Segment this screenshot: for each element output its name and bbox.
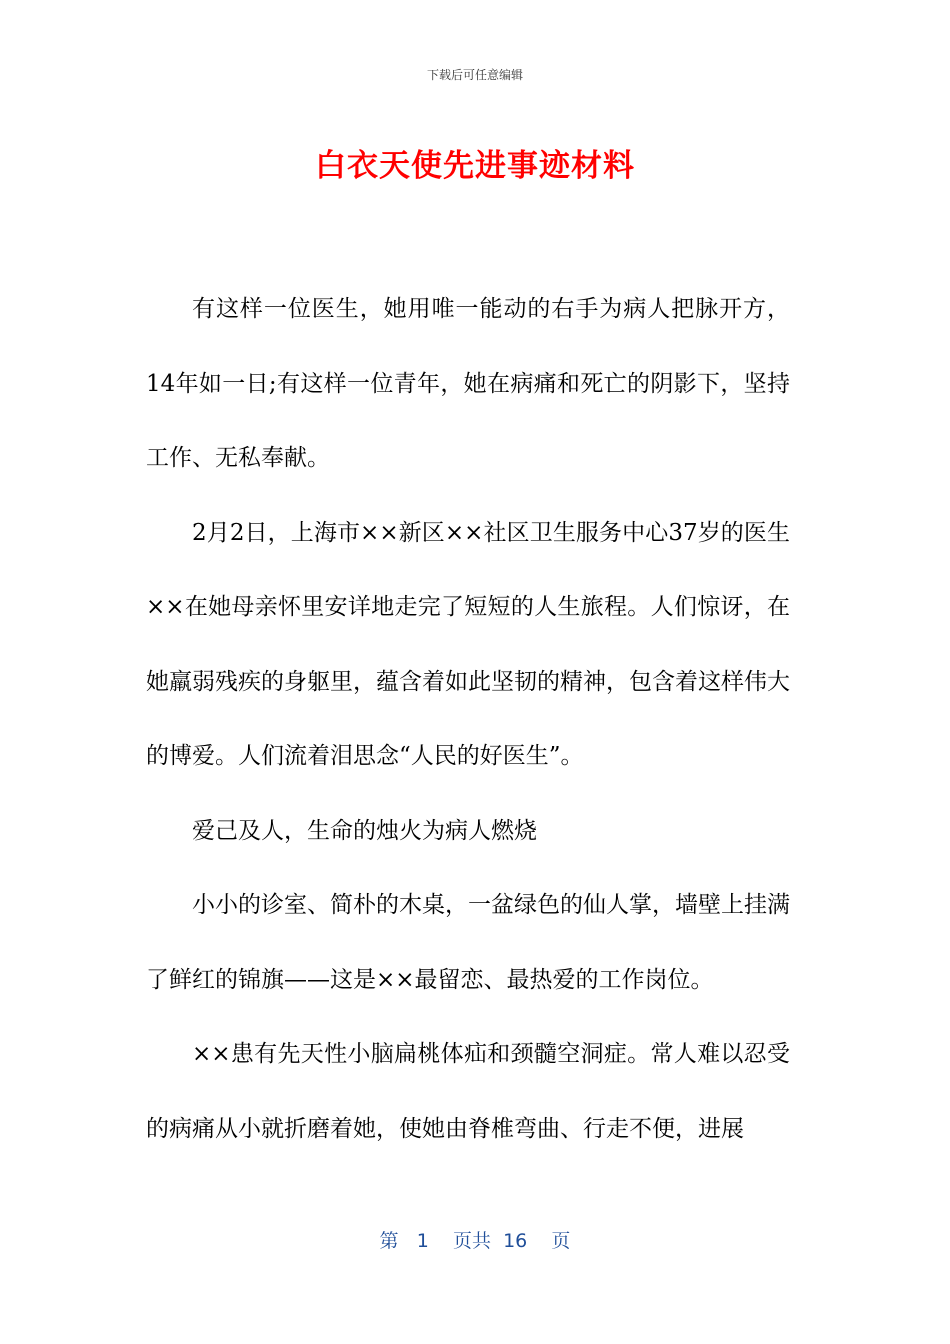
section-heading: 爱己及人，生命的烛火为病人燃烧: [192, 817, 537, 844]
paragraph-3: 小小的诊室、简朴的木桌，一盆绿色的仙人掌，墙壁上挂满了鲜红的锦旗——这是××最留恋、最热爱的工作岗位。: [146, 892, 790, 993]
footer-middle: 页共: [452, 1230, 491, 1252]
document-title: 白衣天使先进事迹材料: [315, 148, 635, 184]
footer-total-pages: 16: [503, 1230, 528, 1252]
paragraph-2: 2月2日，上海市××新区××社区卫生服务中心37岁的医生××在她母亲怀里安详地走完了短短的人生旅程。人们惊讶，在她羸弱残疾的身躯里，蕴含着如此坚韧的精神，包含着这样伟大的博爱。人们流着泪思念“人民的好医生”。: [146, 519, 790, 769]
header-note: 下载后可任意编辑: [426, 68, 523, 82]
footer-prefix: 第: [379, 1230, 399, 1252]
paragraph-4: ××患有先天性小脑扁桃体疝和颈髓空洞症。常人难以忍受的病痛从小就折磨着她，使她由脊椎弯曲、行走不便，进展: [146, 1041, 790, 1142]
footer-current-page: 1: [416, 1230, 429, 1252]
footer-suffix: 页: [551, 1230, 571, 1252]
document-body: [146, 272, 790, 1166]
page-footer: [0, 1226, 950, 1253]
paragraph-1: 有这样一位医生，她用唯一能动的右手为病人把脉开方，14年如一日;有这样一位青年，她在病痛和死亡的阴影下，坚持工作、无私奉献。: [146, 296, 790, 471]
